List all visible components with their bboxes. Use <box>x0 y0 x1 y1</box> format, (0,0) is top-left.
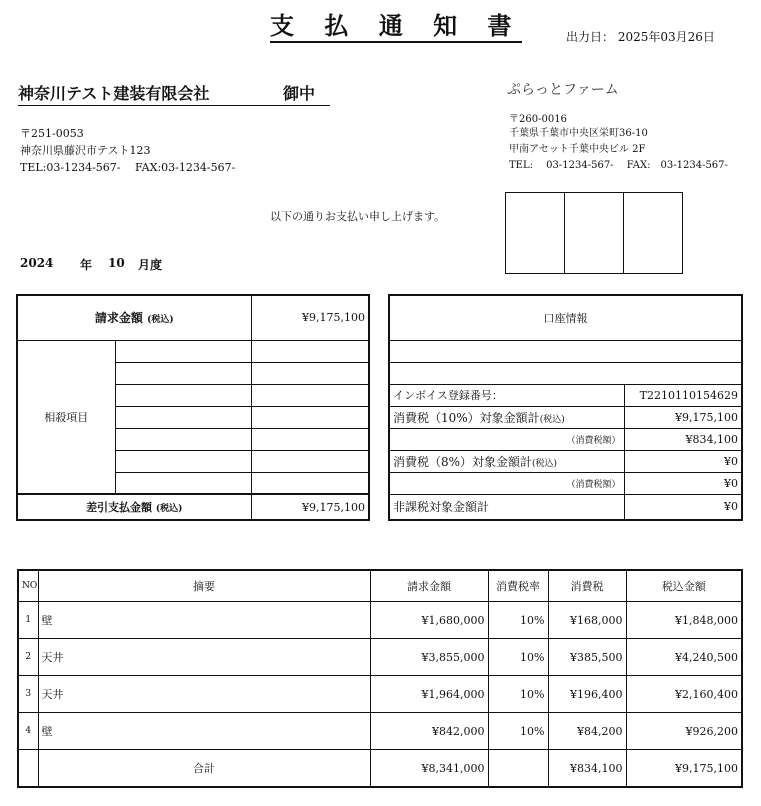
col-header-amount: 請求金額 <box>370 570 488 602</box>
tax10-amount: ¥9,175,100 <box>624 406 742 428</box>
table-row <box>18 639 742 676</box>
row-amount: ¥1,680,000 <box>370 602 488 639</box>
nontax-amount: ¥0 <box>624 494 742 520</box>
col-header-description: 摘要 <box>38 570 370 602</box>
row-total: ¥4,240,500 <box>626 639 742 676</box>
row-amount: ¥1,964,000 <box>370 676 488 713</box>
offset-item <box>115 428 251 450</box>
invoice-row <box>389 384 742 406</box>
stamp-cell <box>506 193 565 273</box>
bank-header: 口座情報 <box>389 295 742 340</box>
row-description: 壁 <box>38 602 370 639</box>
row-no: 1 <box>18 602 38 639</box>
tax10-row <box>389 406 742 428</box>
total-tax: ¥834,100 <box>548 750 626 788</box>
summary-table <box>16 294 370 521</box>
recipient-name-line <box>18 83 330 106</box>
billing-amount: ¥9,175,100 <box>251 295 369 340</box>
recipient-honorific: 御中 <box>283 84 316 103</box>
total-tax-rate <box>488 750 548 788</box>
offset-amount <box>251 362 369 384</box>
offset-label: 相殺項目 <box>17 340 115 494</box>
row-amount: ¥3,855,000 <box>370 639 488 676</box>
recipient-contact: TEL:03-1234-567- FAX:03-1234-567- <box>20 161 236 174</box>
tax8-row <box>389 450 742 472</box>
tax10-sub-label: （消費税額） <box>389 428 624 450</box>
detail-header-row <box>18 570 742 602</box>
bank-blank-row <box>389 340 742 362</box>
row-description: 天井 <box>38 639 370 676</box>
net-label-cell <box>17 494 251 520</box>
offset-amount <box>251 340 369 362</box>
tax10-sub-row <box>389 428 742 450</box>
offset-amount <box>251 450 369 472</box>
offset-amount <box>251 406 369 428</box>
tax10-label: 消費税（10%）対象金額計 <box>393 410 540 425</box>
payment-message: 以下の通りお支払い申し上げます。 <box>270 210 446 223</box>
total-amount: ¥8,341,000 <box>370 750 488 788</box>
tax8-sub-label: （消費税額） <box>389 472 624 494</box>
bank-blank-row <box>389 362 742 384</box>
sender-postal: 〒260-0016 <box>509 114 567 125</box>
net-payment-row <box>17 494 369 520</box>
col-header-tax-rate: 消費税率 <box>488 570 548 602</box>
row-tax: ¥168,000 <box>548 602 626 639</box>
tax8-label: 消費税（8%）対象金額計 <box>393 454 533 469</box>
row-no: 2 <box>18 639 38 676</box>
sender-contact: TEL: 03-1234-567- FAX: 03-1234-567- <box>509 160 728 171</box>
stamp-cell <box>565 193 624 273</box>
stamp-cell <box>624 193 682 273</box>
row-no: 3 <box>18 676 38 713</box>
sender-name: ぷらっとファーム <box>507 82 619 98</box>
tax10-sub-amount: ¥834,100 <box>624 428 742 450</box>
row-description: 壁 <box>38 713 370 750</box>
period-year-label: 年 <box>80 258 93 272</box>
row-tax: ¥196,400 <box>548 676 626 713</box>
row-description: 天井 <box>38 676 370 713</box>
billing-label: 請求金額 <box>94 311 143 326</box>
row-total: ¥926,200 <box>626 713 742 750</box>
net-label: 差引支払金額 <box>86 501 153 514</box>
row-total: ¥2,160,400 <box>626 676 742 713</box>
recipient-name: 神奈川テスト建装有限会社 <box>18 84 210 103</box>
offset-item <box>115 450 251 472</box>
row-tax-rate: 10% <box>488 713 548 750</box>
row-total: ¥1,848,000 <box>626 602 742 639</box>
offset-item <box>115 384 251 406</box>
row-tax-rate: 10% <box>488 676 548 713</box>
row-tax: ¥84,200 <box>548 713 626 750</box>
offset-amount <box>251 472 369 494</box>
invoice-label: インボイス登録番号： <box>389 384 624 406</box>
nontax-label: 非課税対象金額計 <box>389 494 624 520</box>
recipient-postal: 〒251-0053 <box>20 127 84 140</box>
row-no: 4 <box>18 713 38 750</box>
recipient-address: 神奈川県藤沢市テスト123 <box>20 144 151 157</box>
table-row <box>18 602 742 639</box>
period-month: 10 <box>108 256 125 270</box>
col-header-no: NO <box>18 570 38 602</box>
offset-item <box>115 406 251 428</box>
period-year: 2024 <box>20 256 54 270</box>
nontax-row <box>389 494 742 520</box>
sender-address1: 千葉県千葉市中央区栄町36-10 <box>509 128 648 139</box>
tax-incl-note: (税込) <box>532 458 558 469</box>
total-label: 合計 <box>38 750 370 788</box>
row-tax-rate: 10% <box>488 639 548 676</box>
tax8-sub-amount: ¥0 <box>624 472 742 494</box>
offset-amount <box>251 384 369 406</box>
period-month-label: 月度 <box>138 258 163 272</box>
output-date: 出力日： 2025年03月26日 <box>566 30 715 44</box>
tax8-sub-row <box>389 472 742 494</box>
total-row <box>18 750 742 788</box>
tax-incl-note: (税込) <box>147 315 174 326</box>
table-row <box>18 713 742 750</box>
col-header-total: 税込金額 <box>626 570 742 602</box>
document-title: 支 払 通 知 書 <box>270 12 522 43</box>
offset-item <box>115 362 251 384</box>
bank-info-table <box>388 294 743 521</box>
tax8-amount: ¥0 <box>624 450 742 472</box>
billing-row <box>17 295 369 340</box>
tax-incl-note: (税込) <box>539 414 565 425</box>
tax-incl-note: (税込) <box>155 504 183 514</box>
col-header-tax: 消費税 <box>548 570 626 602</box>
net-amount: ¥9,175,100 <box>251 494 369 520</box>
stamp-box <box>505 192 683 274</box>
billing-label-cell <box>17 295 251 340</box>
offset-item <box>115 340 251 362</box>
total-no <box>18 750 38 788</box>
offset-amount <box>251 428 369 450</box>
grand-total: ¥9,175,100 <box>626 750 742 788</box>
row-tax-rate: 10% <box>488 602 548 639</box>
row-tax: ¥385,500 <box>548 639 626 676</box>
invoice-number: T2210110154629 <box>624 384 742 406</box>
detail-table <box>17 569 743 788</box>
row-amount: ¥842,000 <box>370 713 488 750</box>
offset-item <box>115 472 251 494</box>
table-row <box>18 676 742 713</box>
sender-address2: 甲南アセット千葉中央ビル 2F <box>509 144 646 155</box>
